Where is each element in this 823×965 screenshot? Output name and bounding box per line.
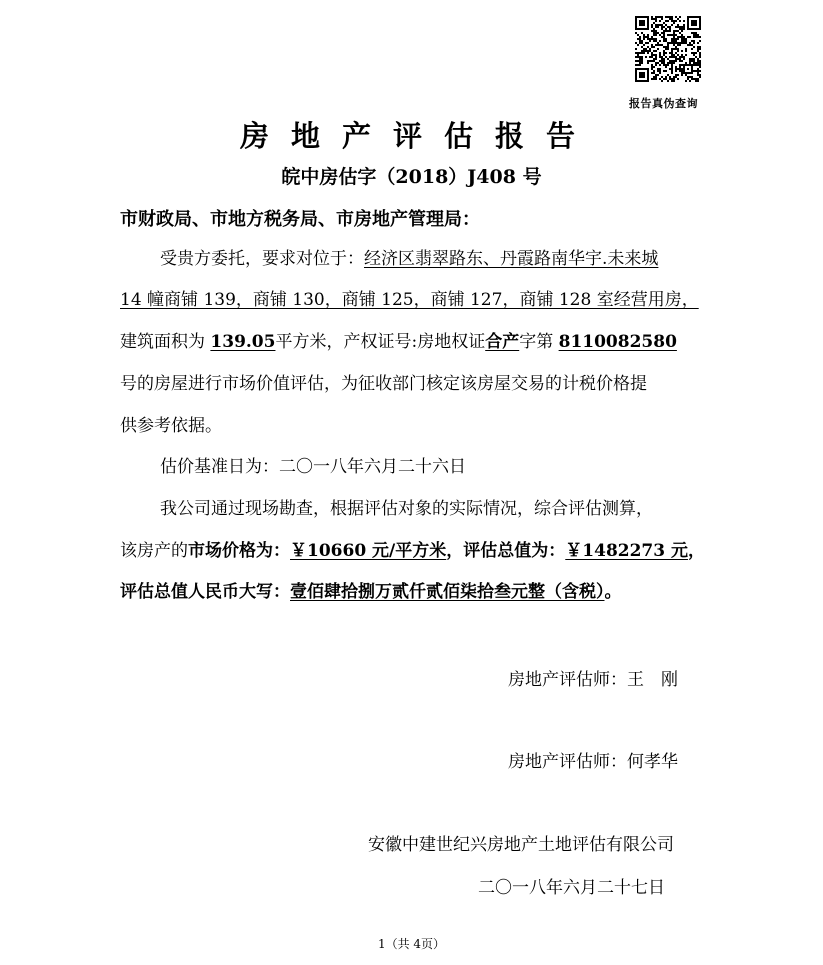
cert-word: 字第 [519,332,559,352]
qr-code-icon[interactable] [635,16,701,82]
total-capital-label: 评估总值人民币大写： [120,582,290,602]
body-line-7: 我公司通过现场勘查，根据评估对象的实际情况，综合评估测算， [160,499,653,519]
total-value-label: ，评估总值为： [446,541,566,561]
document-number: 皖中房估字（2018）J408 号 [281,166,542,188]
line9-suffix: 。 [604,582,622,602]
issue-date: 二〇一八年六月二十七日 [478,878,665,898]
cert-number: 8110082580 [558,332,677,352]
area-label: 建筑面积为 [120,332,211,352]
appraiser-signature-2: 房地产评估师：何孝华 [508,752,678,772]
cert-label: 平方米，产权证号:房地权证 [275,332,486,352]
body-line-2 [120,290,699,310]
company-name: 安徽中建世纪兴房地产土地评估有限公司 [368,835,674,855]
report-title: 房地产评估报告 [239,119,597,153]
market-price-value: ￥10660 元/平方米 [290,541,447,561]
body-line-5: 供参考依据。 [120,416,222,436]
page-number: 1（共 4页） [377,937,446,951]
property-address: 经济区翡翠路东、丹霞路南华宇.未来城 [364,249,659,269]
body-line-3 [120,332,677,352]
total-value: ￥1482273 元 [565,541,688,561]
body-line-8 [120,541,705,561]
commission-text: 受贵方委托，要求对位于： [160,249,364,269]
price-intro: 该房产的 [120,541,188,561]
addressee: 市财政局、市地方税务局、市房地产管理局： [120,209,480,230]
market-price-label: 市场价格为： [188,541,290,561]
total-capital-value: 壹佰肆拾捌万贰仟贰佰柒拾叁元整（含税） [290,582,605,602]
valuation-date: 估价基准日为：二〇一八年六月二十六日 [160,457,466,477]
body-line-9 [120,582,622,602]
body-line-4: 号的房屋进行市场价值评估，为征收部门核定该房屋交易的计税价格提 [120,374,647,394]
qr-caption: 报告真伪查询 [629,97,698,110]
appraiser-signature-1: 房地产评估师：王 刚 [508,670,678,690]
line8-suffix: ， [688,541,705,561]
body-line-1 [160,249,658,269]
cert-type: 合产 [485,332,520,352]
property-units: 14 幢商铺 139，商铺 130，商铺 125，商铺 127，商铺 128 室经营用房， [120,290,699,310]
building-area-value: 139.05 [210,332,276,352]
